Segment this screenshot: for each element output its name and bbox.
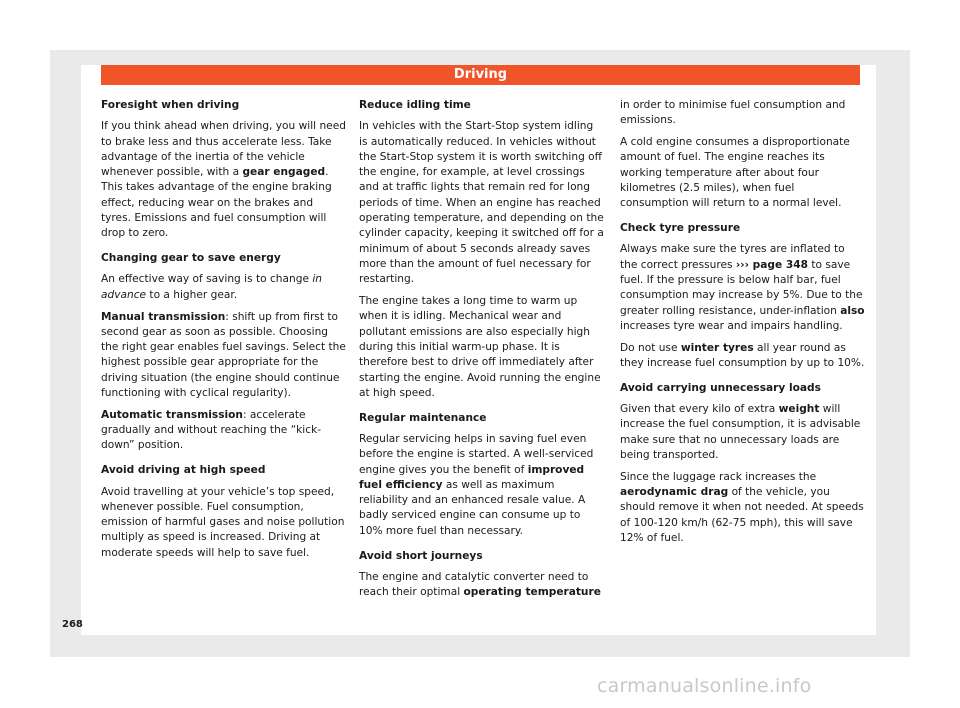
paragraph-warmup: The engine takes a long time to warm up when it is idling. Mechanical wear and pollutant emissions are also especially high during this initial warm-up phase. It is therefore best to drive off immediately after starting the engine. Avoid running the engine at high speed. — [359, 295, 601, 399]
paragraph-changing-gear: An effective way of saving is to change in advance to a higher gear. — [101, 273, 322, 301]
heading-high-speed: Avoid driving at high speed — [101, 464, 266, 477]
heading-changing-gear: Changing gear to save energy — [101, 252, 281, 265]
paragraph-manual-transmission: Manual transmission: shift up from first to second gear as soon as possible. Choosing the right gear enables fuel savings. Select the highest possible gear appropriate for the driving situation (the engine should continue functioning with cyclical regularity). — [101, 310, 346, 400]
heading-short-journeys: Avoid short journeys — [359, 549, 483, 562]
paragraph-cold-engine: A cold engine consumes a disproportionate amount of fuel. The engine reaches its working temperature after about four kilometres (2.5 miles), when fuel consumption will return to a normal level. — [620, 136, 850, 210]
paragraph-automatic-transmission: Automatic transmission: accelerate gradually and without reaching the “kick-down” position. — [101, 408, 322, 452]
paragraph-tyre-pressure: Always make sure the tyres are inflated to the correct pressures ››› page 348 to save fuel. If the pressure is below half bar, fuel consumption may increase by 5%. Due to the greater rolling resistance, under-inflation also increases tyre wear and impairs handling. — [620, 243, 865, 332]
heading-unnecessary-loads: Avoid carrying unnecessary loads — [620, 381, 821, 394]
paragraph-idling: In vehicles with the Start-Stop system idling is automatically reduced. In vehicles without the Start-Stop system it is worth switching off the engine, for example, at level crossings and at traffic lights that remain red for long periods of time. When an engine has reached operating temperature, and depending on the cylinder capacity, keeping it switched off for a minimum of about 5 seconds already saves more than the amount of fuel necessary for restarting. — [359, 120, 604, 286]
column-2 — [359, 98, 604, 607]
section-header: Driving — [101, 65, 860, 85]
column-1 — [101, 98, 346, 568]
paragraph-short-journeys: The engine and catalytic converter need to reach their optimal operating temperature — [359, 570, 601, 599]
watermark: carmanualsonline.info — [597, 675, 812, 697]
column-3 — [620, 98, 865, 553]
paragraph-high-speed: Avoid travelling at your vehicle’s top speed, whenever possible. Fuel consumption, emission of harmful gases and noise pollution multiply as speed is increased. Driving at moderate speeds will help to save fuel. — [101, 485, 345, 559]
page-number: 268 — [62, 619, 83, 630]
heading-foresight: Foresight when driving — [101, 99, 240, 111]
paragraph-loads: Given that every kilo of extra weight will increase the fuel consumption, it is advisable make sure that no unnecessary loads are being transported. — [620, 403, 861, 461]
paragraph-maintenance: Regular servicing helps in saving fuel even before the engine is started. A well-serviced engine gives you the benefit of improved fuel efficiency as well as maximum reliability and an enhanced resale value. A badly serviced engine can consume up to 10% more fuel than necessary. — [359, 432, 594, 537]
heading-maintenance: Regular maintenance — [359, 411, 487, 424]
paragraph-foresight: If you think ahead when driving, you will need to brake less and thus accelerate less. Take advantage of the inertia of the vehicle whenever possible, with a gear engaged. This takes advantage of the engine braking effect, reducing wear on the brakes and tyres. Emissions and fuel consumption will drop to zero. — [101, 120, 346, 240]
heading-tyre-pressure: Check tyre pressure — [620, 222, 741, 235]
paragraph-luggage-rack: Since the luggage rack increases the aerodynamic drag of the vehicle, you should remove it when not needed. At speeds of 100-120 km/h (62-75 mph), this will save 12% of fuel. — [620, 470, 864, 544]
page-reference-link[interactable]: ››› page 348 — [735, 258, 808, 271]
paragraph-continuation: in order to minimise fuel consumption and emissions. — [620, 99, 846, 127]
heading-idling: Reduce idling time — [359, 99, 471, 111]
paragraph-winter-tyres: Do not use winter tyres all year round as they increase fuel consumption by up to 10%. — [620, 341, 865, 369]
